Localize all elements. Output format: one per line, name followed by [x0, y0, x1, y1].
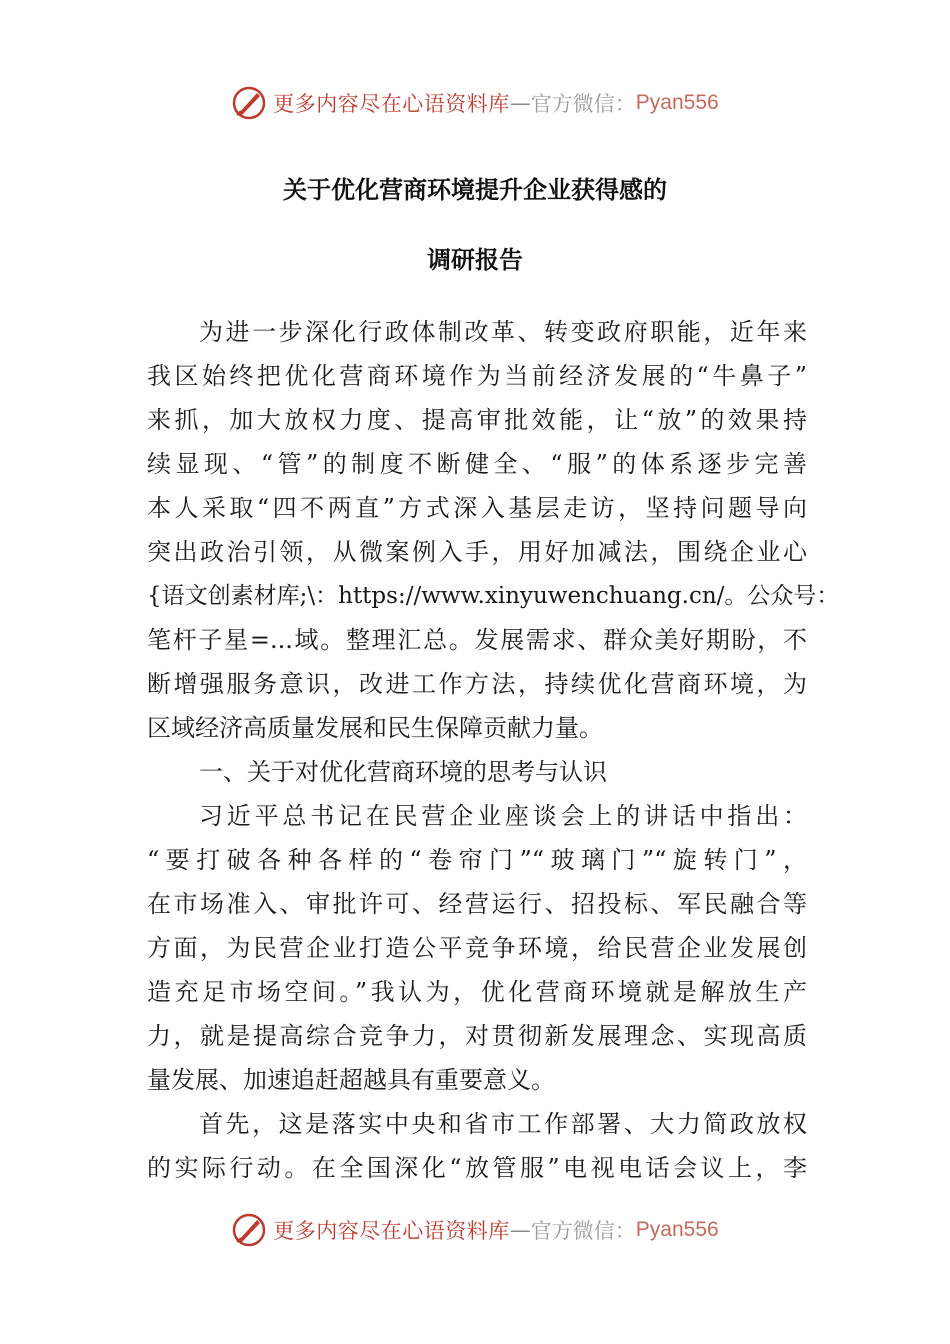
body-line: 首先，这是落实中央和省市工作部署、大力简政放权: [199, 1110, 807, 1138]
body-line: 在市场准入、审批许可、经营运行、招投标、军民融合等: [147, 890, 807, 918]
body-line: 本人采取“四不两直”方式深入基层走访，坚持问题导向: [147, 494, 807, 522]
banner-text: 更多内容尽在心语资料库: [273, 92, 510, 116]
banner-wechat-id: Pyan556: [635, 1218, 719, 1241]
body-line: 为进一步深化行政体制改革、转变政府职能，近年来: [199, 318, 807, 346]
body-line: {语文创素材库;\：https://www.xinyuwenchuang.cn/。公众号：: [147, 583, 840, 609]
banner-separator: —: [509, 1218, 531, 1242]
banner-text: 更多内容尽在心语资料库: [273, 1219, 510, 1243]
body-line: “要打破各种各样的“卷帘门”“玻璃门”“旋转门”，: [147, 846, 807, 874]
body-line: 来抓，加大放权力度、提高审批效能，让“放”的效果持: [147, 406, 807, 434]
body-line: 突出政治引领，从微案例入手，用好加减法，围绕企业心: [147, 538, 807, 566]
body-line: 力，就是提高综合竞争力，对贯彻新发展理念、实现高质: [147, 1022, 807, 1050]
document-title-line-1: 关于优化营商环境提升企业获得感的: [283, 176, 667, 204]
banner-wechat-label: 官方微信：: [530, 1219, 636, 1243]
banner-separator: —: [509, 91, 531, 115]
body-line: 断增强服务意识，改进工作方法，持续优化营商环境，为: [147, 670, 807, 698]
footer-banner: [0, 1208, 950, 1252]
section-heading: 一、关于对优化营商环境的思考与认识: [199, 758, 607, 786]
body-line: 方面，为民营企业打造公平竞争环境，给民营企业发展创: [147, 934, 807, 962]
body-line: 续显现、“管”的制度不断健全、“服”的体系逐步完善: [147, 450, 807, 478]
document-body: [147, 310, 840, 1190]
body-line: 习近平总书记在民营企业座谈会上的讲话中指出：: [199, 802, 807, 830]
body-line: 的实际行动。在全国深化“放管服”电视电话会议上，李: [147, 1154, 807, 1182]
body-line: 区域经济高质量发展和民生保障贡献力量。: [147, 714, 603, 742]
body-line: 我区始终把优化营商环境作为当前经济发展的“牛鼻子”: [147, 362, 807, 390]
banner-wechat-label: 官方微信：: [530, 92, 636, 116]
body-line: 量发展、加速追赶超越具有重要意义。: [147, 1066, 555, 1094]
quill-pen-logo-icon: [231, 85, 267, 121]
document-title-line-2: 调研报告: [427, 246, 523, 274]
banner-wechat-id: Pyan556: [635, 91, 719, 114]
body-line: 造充足市场空间。”我认为，优化营商环境就是解放生产: [147, 978, 807, 1006]
body-line: 笔杆子星=...域。整理汇总。发展需求、群众美好期盼，不: [147, 626, 807, 654]
header-banner: [0, 81, 950, 125]
quill-pen-logo-icon: [231, 1212, 267, 1248]
